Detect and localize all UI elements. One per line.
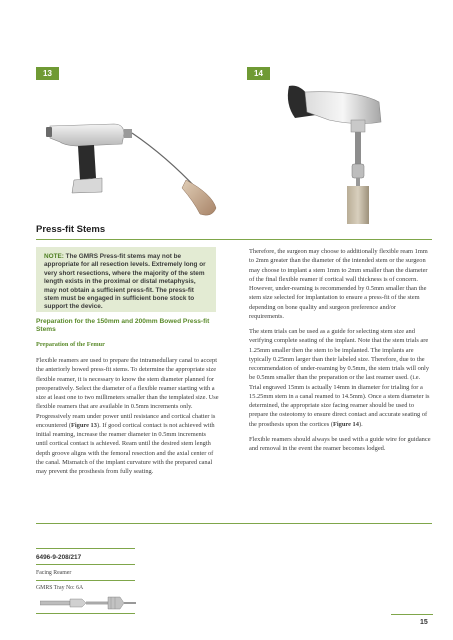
subheading: Preparation for the 150mm and 200mm Bowed Press-fit Stems	[36, 318, 210, 334]
part-number: 6496-9-208/217	[36, 554, 82, 561]
figure-13-badge: 13	[36, 67, 59, 80]
page-number-rule	[391, 614, 433, 615]
note-text: The GMRS Press-fit stems may not be appropriate for all resection levels. Extremely long or very short resections, where the majority of the stem length exists in the proximal or distal metaphysis, may not obtain a sufficient press-fit. The press-fit stem must be engaged in sufficient bone stock to support the device.	[44, 253, 206, 311]
section-title: Press-fit Stems	[36, 224, 106, 235]
part-bottom-rule	[36, 613, 135, 614]
figure-13-drill-illustration	[36, 84, 226, 224]
part-rule	[36, 564, 135, 565]
left-paragraph: Flexible reamers are used to prepare the intramedullary canal to accept the anteriorly bowed press-fit stems. To determine the appropriate size flexible reamer, it is necessary to know the stem diameter planned for preoperatively. Select the diameter of a flexible reamer starting with a size at least one to two millimeters smaller than the templated size. Use flexible reamers that are available in 0.5mm increments only. Progressively ream under power until resistance and cortical chatter is encountered (Figure 13). If good cortical contact is not achieved with initial reaming, increase the reamer diameter in 0.5mm increments until cortical contact is achieved. Ream until the desired stem length depth groove aligns with the femoral resection and the axial center of the canal. Mismatch of the implant curvature with the prepared canal may prevent the prosthesis from fully seating.	[36, 357, 219, 475]
right-paragraph: Flexible reamers should always be used with a guide wire for guidance and removal in the event the reamer becomes lodged.	[249, 435, 431, 452]
figure-14-drill-illustration	[247, 84, 432, 224]
page-number: 15	[420, 619, 428, 626]
part-name: Facing Reamer	[36, 570, 72, 576]
note-label: NOTE:	[44, 253, 64, 260]
facing-reamer-illustration	[40, 596, 138, 610]
right-column-text	[249, 247, 432, 459]
title-divider	[36, 239, 432, 240]
right-paragraph: Therefore, the surgeon may choose to additionally flexible ream 1mm to 2mm greater than the diameter of the intended stem or the surgeon may choose to implant a stem 1mm to 2mm smaller than the diameter of the final flexible reamer if cortical wall thickness is of concern. However, under-reaming is recommended by 0.5mm smaller than the stem size selected for implantation to ensure a press-fit of the stem depending on bone quality and surgeon preference and/or requirements.	[249, 248, 428, 320]
note-box	[36, 247, 216, 312]
part-tray: GMRS Tray No: 6A	[36, 585, 84, 591]
subsubheading: Preparation of the Femur	[36, 341, 105, 348]
figure-14-badge: 14	[247, 67, 270, 80]
left-column-text	[36, 356, 219, 482]
part-top-rule	[36, 548, 135, 549]
right-paragraph: The stem trials can be used as a guide for selecting stem size and verifying complete seating of the implant. Note that the stem trials are 1.25mm smaller then the stem to be implanted. The implants are typically 0.25mm larger than their labeled size. Therefore, due to the recommendation of under-reaming by 0.5mm, the stem trials will only be 0.5mm smaller than the preparation or the last reamer used. (i.e. Trial engraved 15mm is actually 14mm in diameter for trialing for a 15.25mm stem in a canal reamed to 14.5mm). Once a stem diameter is determined, the appropriate size facing reamer should be used to prepare the osteotomy to ensure direct contact and accurate seating of the prosthesis upon the cortices (Figure 14).	[249, 328, 430, 428]
part-rule	[36, 580, 135, 581]
content-divider	[36, 523, 432, 524]
